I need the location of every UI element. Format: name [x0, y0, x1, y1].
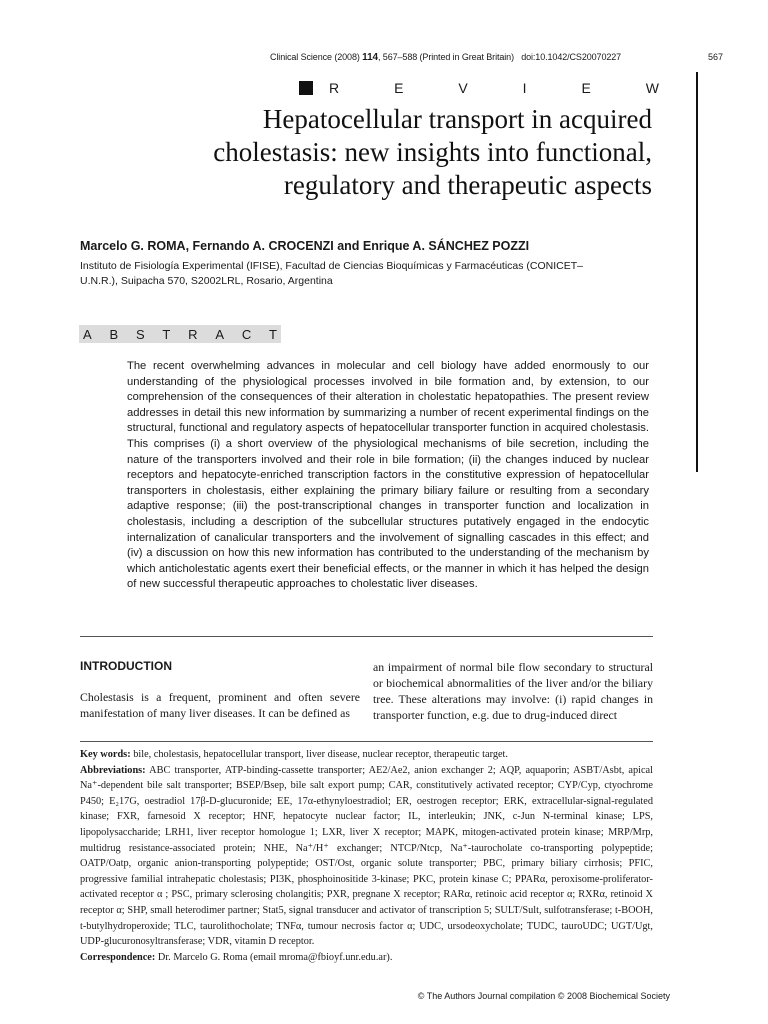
abbreviations-label: Abbreviations: — [80, 764, 146, 776]
vertical-rule — [696, 72, 698, 472]
abstract-letter: B — [109, 326, 119, 342]
journal-volume: 114 — [362, 52, 378, 63]
review-letter: I — [522, 80, 527, 96]
running-header — [270, 52, 670, 63]
abstract-letter: S — [135, 326, 145, 342]
review-letter: E — [581, 80, 591, 96]
abstract-letter: A — [215, 326, 225, 342]
abstract-letter: R — [188, 326, 198, 342]
copyright-notice: © The Authors Journal compilation © 2008 Biochemical Society — [417, 991, 670, 1001]
abstract-text: The recent overwhelming advances in molecular and cell biology have added enormously to our understanding of the physiological processes involved in bile formation and, by extension, to our comprehension of the consequences of their alteration in cholestatic hepatopathies. The present review addresses in detail this new information by summarizing a number of recent experimental findings on the structural, functional and regulatory aspects of hepatocellular transporter function in acquired cholestasis. This comprises (i) a short overview of the physiological mechanisms of bile secretion, including the nature of the transporters involved and their role in bile formation; (ii) the changes induced by nuclear receptors and hepatocyte-enriched transcription factors in the constitutive expression of hepatocellular transporters in cholestasis, either explaining the primary biliary failure or resulting from a secondary adaptive response; (iii) the post-transcriptional changes in transporter function and localization in cholestasis, including a description of the subcellular structures putatively engaged in the endocytic internalization of canalicular transporters and the involvement of signalling cascades in this effect; and (iv) a discussion on how this new information has contributed to the understanding of the mechanism by which anticholestatic agents exert their beneficial effects, or the manner in which it has helped the design of new successful therapeutic approaches to cholestatic liver diseases. — [127, 360, 649, 591]
journal-name: Clinical Science (2008) — [270, 52, 360, 62]
abbreviations-text: ABC transporter, ATP-binding-cassette transporter; AE2/Ae2, anion exchanger 2; AQP, aquaporin; ASBT/Asbt, apical Na⁺-dependent bile salt transporter; BSEP/Bsep, bile salt export pump; CAR, constitutively activated receptor; CYP/Cyp, ctyochrome P450; E₂17G, oestradiol 17β-D-glucuronide; EE, 17α-ethynyloestradiol; ER, oestrogen receptor; ERK, extracellular-signal-regulated kinase; FXR, farnesoid X receptor; HNF, hepatocyte nuclear factor; IL, interleukin; JNK, c-Jun N-terminal kinase; LPS, lipopolysaccharide; LRH1, liver receptor homologue 1; LXR, liver X receptor; MAPK, mitogen-activated protein kinase; MRP/Mrp, multidrug resistance-associated protein; NHE, Na⁺/H⁺ exchanger; NTCP/Ntcp, Na⁺-taurocholate co-transporting polypeptide; OATP/Oatp, organic anion-transporting polypeptide; OST/Ost, organic solute transporter; PBC, primary biliary cirrhosis; PFIC, progressive familial intrahepatic cholestasis; PI3K, phosphoinositide 3-kinase; PKC, protein kinase C; PPARα, peroxisome-proliferator-activated receptor α ; PSC, primary sclerosing cholangitis; PXR, pregnane X receptor; RARα, retinoic acid receptor α; RXRα, retinoid X receptor α; SHP, small heterodimer partner; Stat5, signal transducer and activator of transcription 5; SULT/Sult, sulfotransferase; t-BOOH, t-butylhydroperoxide; TLC, taurolithocholate; TNFα, tumour necrosis factor α; UDC, ursodeoxycholate; TUDC, tauroUDC; UGT/Ugt, UDP-glucuronosyltransferase; VDR, vitamin D receptor. — [80, 764, 653, 948]
article-title — [132, 103, 652, 202]
review-letter: W — [645, 80, 659, 96]
title-line: regulatory and therapeutic aspects — [283, 170, 652, 200]
affiliation: Instituto de Fisiología Experimental (IFISE), Facultad de Ciencias Bioquímicas y Farmacéuticas (CONICET–U.N.R.), Suipacha 570, S2002LRL, Rosario, Argentina — [80, 260, 584, 287]
square-bullet-icon — [299, 81, 313, 95]
title-line: Hepatocellular transport in acquired — [262, 104, 652, 134]
horizontal-rule — [80, 636, 653, 637]
author-list: Marcelo G. ROMA, Fernando A. CROCENZI and Enrique A. SÁNCHEZ POZZI — [80, 239, 530, 253]
page-number: 567 — [707, 52, 723, 62]
doi: doi:10.1042/CS20070227 — [521, 52, 622, 62]
correspondence — [80, 950, 653, 966]
horizontal-rule — [80, 741, 653, 742]
review-letter: V — [458, 80, 468, 96]
keywords-label: Key words: — [80, 749, 131, 760]
abstract-letter: T — [269, 326, 277, 342]
review-letter: R — [329, 80, 340, 96]
footnotes — [80, 747, 653, 965]
journal-pages: , 567–588 (Printed in Great Britain) — [378, 52, 514, 62]
review-letter: E — [394, 80, 404, 96]
abstract-letter: A — [83, 326, 92, 342]
section-label-review — [299, 80, 659, 96]
correspondence-label: Correspondence: — [80, 951, 156, 963]
keywords — [80, 747, 653, 763]
introduction-column-right: an impairment of normal bile flow secondary to structural or biochemical abnormalities of the liver and/or the biliary tree. These alterations may involve: (i) rapid changes in transporter function, e.g. due to drug-induced direct — [373, 660, 653, 722]
abbreviations — [80, 763, 653, 950]
title-line: cholestasis: new insights into functional, — [213, 137, 652, 167]
introduction-heading: INTRODUCTION — [80, 659, 172, 673]
abstract-heading — [79, 325, 281, 343]
abstract-letter: T — [162, 326, 171, 342]
keywords-text: bile, cholestasis, hepatocellular transport, liver disease, nuclear receptor, therapeutic target. — [130, 749, 508, 760]
abstract-letter: C — [241, 326, 252, 342]
correspondence-text: Dr. Marcelo G. Roma (email mroma@fbioyf.unr.edu.ar). — [155, 951, 393, 963]
introduction-column-left: Cholestasis is a frequent, prominent and often severe manifestation of many liver diseases. It can be defined as — [80, 690, 360, 720]
